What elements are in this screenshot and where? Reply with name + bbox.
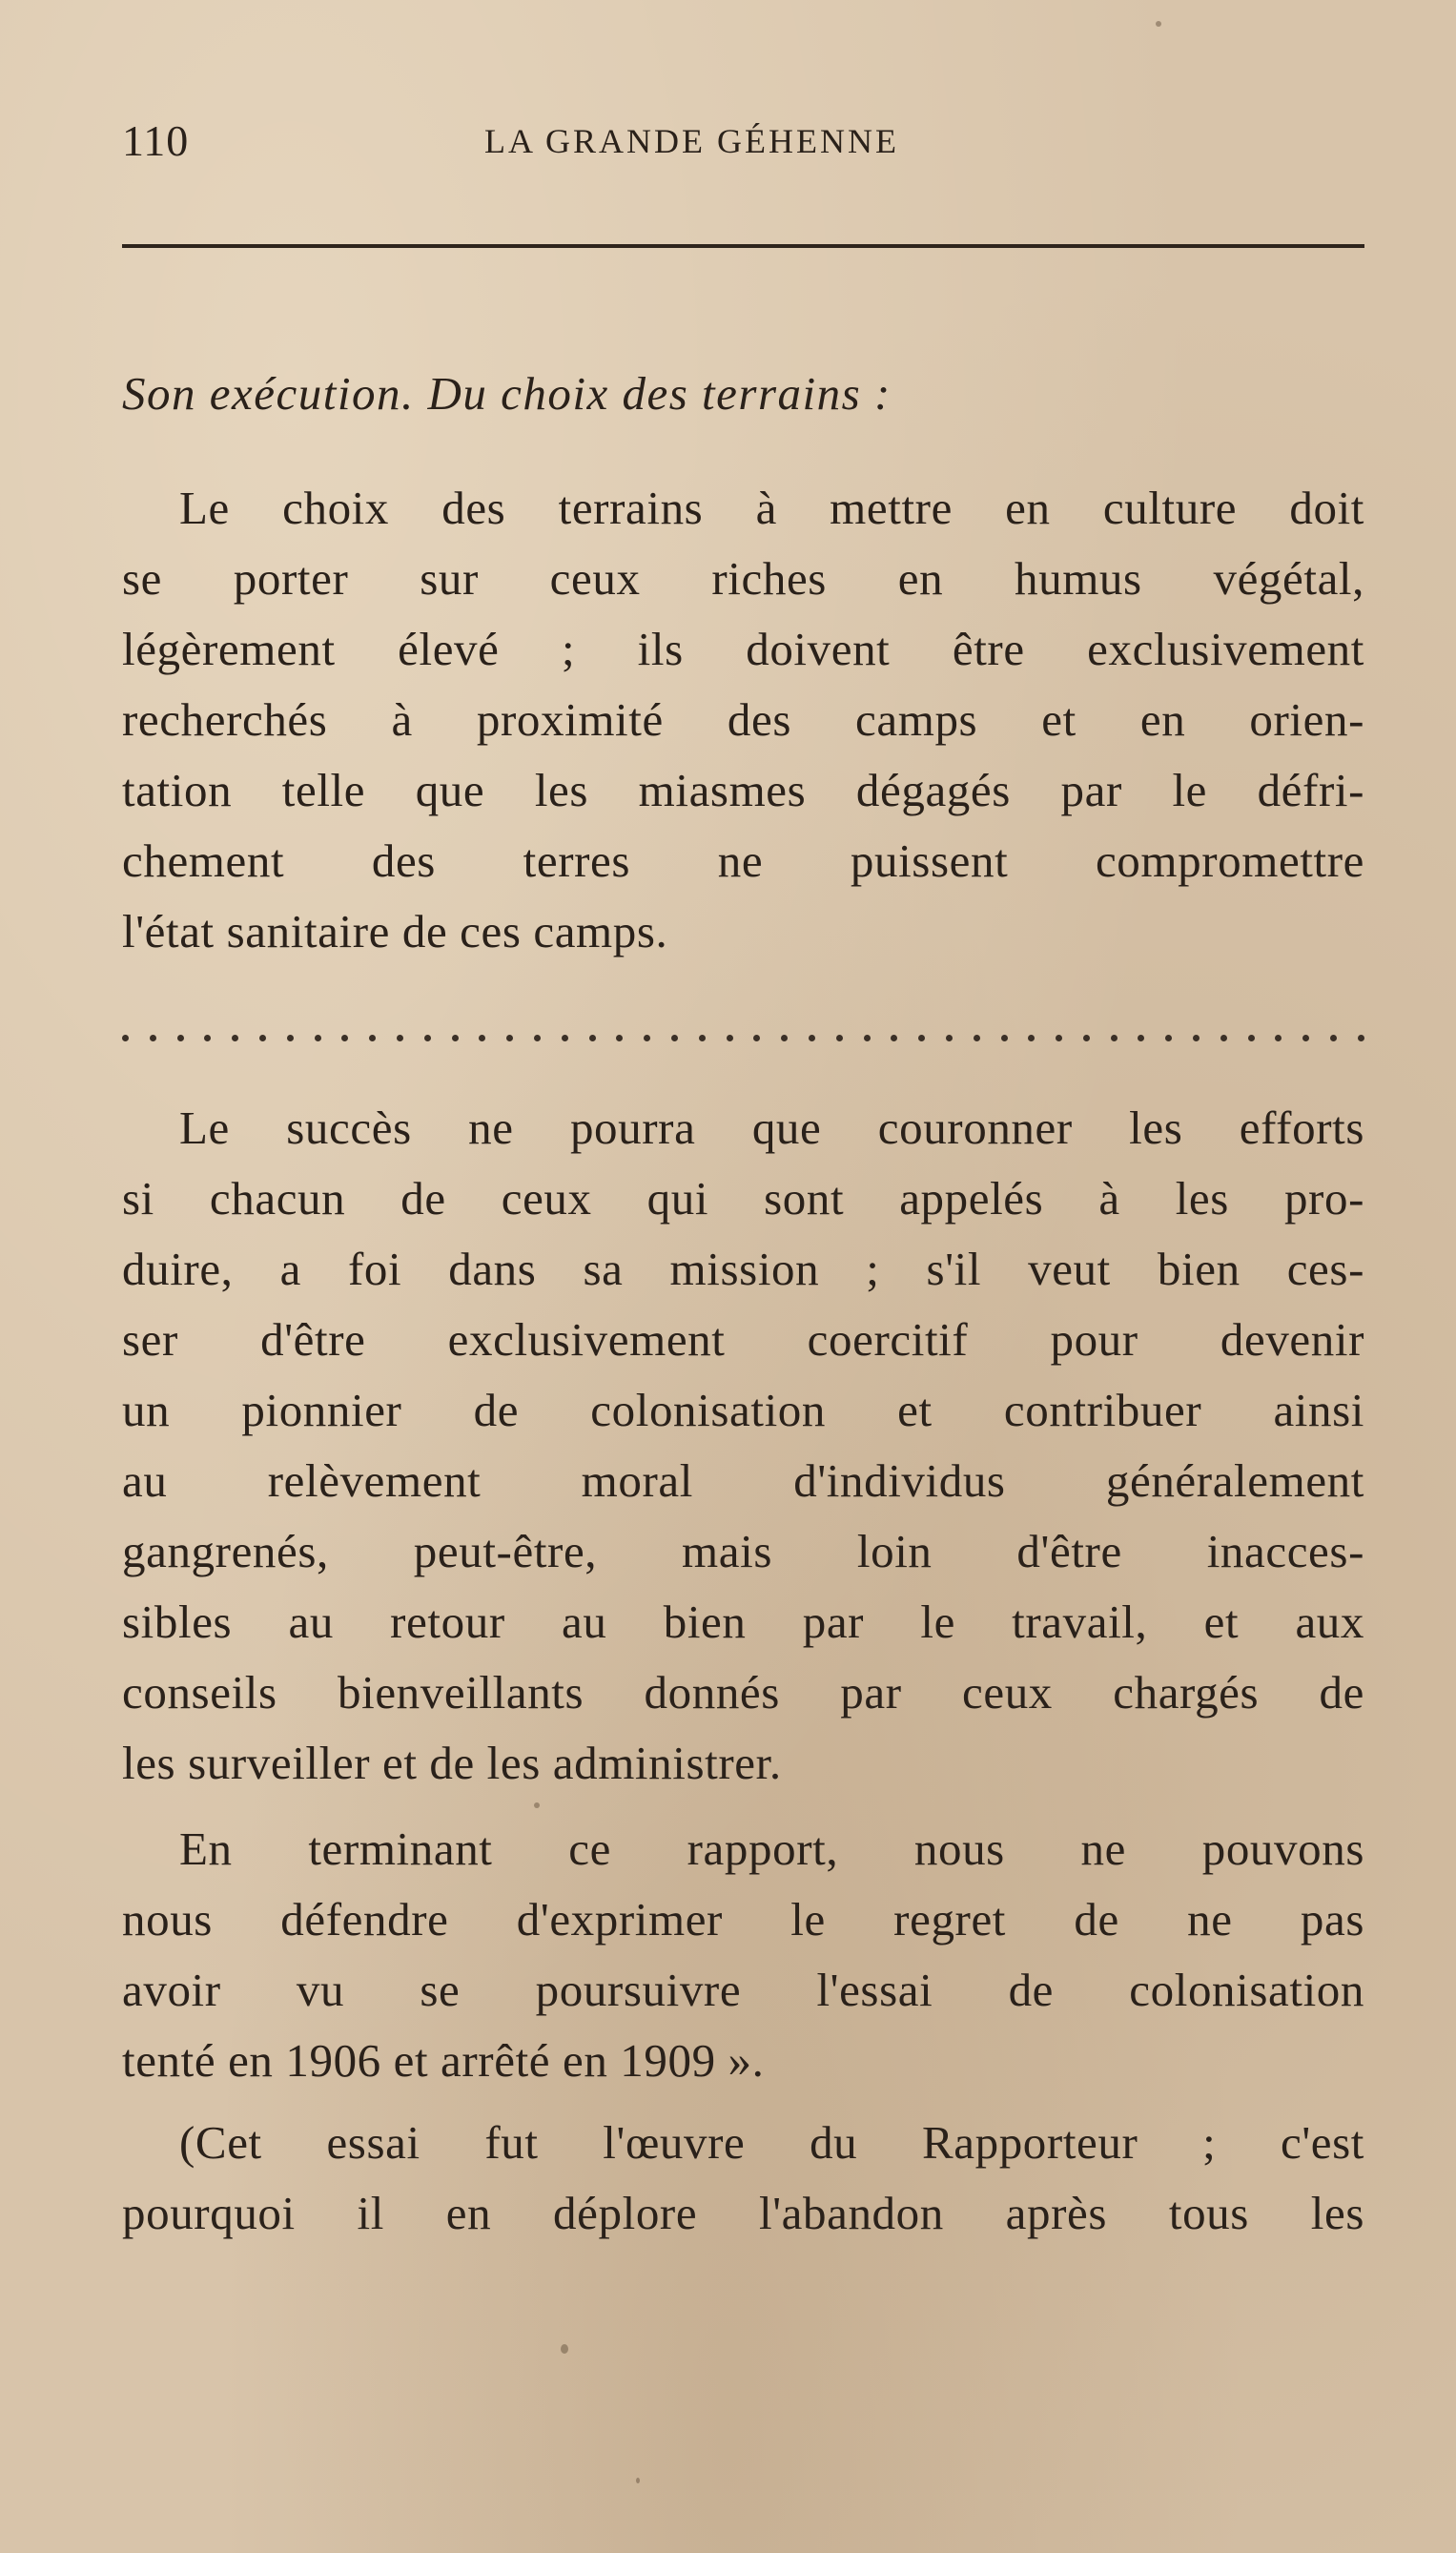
dot xyxy=(727,1035,733,1041)
running-head xyxy=(122,113,1364,170)
text-line: les surveiller et de les administrer. xyxy=(122,1737,782,1789)
dot xyxy=(589,1035,596,1041)
paper-speck xyxy=(636,2478,640,2483)
dot xyxy=(150,1035,156,1041)
dot xyxy=(369,1035,376,1041)
text-line: chement des terres ne puissent compromettre xyxy=(122,834,1364,887)
dot xyxy=(864,1035,871,1041)
header-rule xyxy=(122,244,1364,248)
paper-speck xyxy=(1156,21,1161,27)
dot xyxy=(781,1035,788,1041)
dot xyxy=(1138,1035,1144,1041)
dot xyxy=(1111,1035,1118,1041)
dot xyxy=(122,1035,129,1041)
dot xyxy=(644,1035,650,1041)
text-line: ser d'être exclusivement coercitif pour devenir xyxy=(122,1313,1364,1366)
dot xyxy=(1220,1035,1227,1041)
paragraph-3 xyxy=(122,1814,1364,2096)
dot xyxy=(287,1035,294,1041)
text-line: se porter sur ceux riches en humus végétal, xyxy=(122,552,1364,605)
text-line: tenté en 1906 et arrêté en 1909 ». xyxy=(122,2034,765,2087)
text-line: nous défendre d'exprimer le regret de ne pas xyxy=(122,1893,1364,1946)
dot xyxy=(1275,1035,1282,1041)
dot xyxy=(974,1035,980,1041)
dot xyxy=(1056,1035,1062,1041)
dot xyxy=(534,1035,541,1041)
text-line: gangrenés, peut-être, mais loin d'être inacces- xyxy=(122,1525,1364,1577)
dot xyxy=(562,1035,568,1041)
paper-speck xyxy=(534,1802,540,1808)
dot xyxy=(1165,1035,1172,1041)
page-content xyxy=(122,0,1364,2553)
text-line: au relèvement moral d'individus généralement xyxy=(122,1454,1364,1507)
dot xyxy=(836,1035,843,1041)
text-line: si chacun de ceux qui sont appelés à les pro- xyxy=(122,1172,1364,1225)
dot xyxy=(177,1035,184,1041)
dot xyxy=(1330,1035,1337,1041)
dot xyxy=(452,1035,459,1041)
text-line: recherchés à proximité des camps et en orien- xyxy=(122,693,1364,746)
dot xyxy=(671,1035,678,1041)
text-line: l'état sanitaire de ces camps. xyxy=(122,905,668,957)
section-heading: Son exécution. Du choix des terrains : xyxy=(122,367,892,420)
page-number: 110 xyxy=(122,116,190,165)
text-line: Le succès ne pourra que couronner les efforts xyxy=(179,1101,1364,1154)
dot xyxy=(232,1035,238,1041)
dot xyxy=(809,1035,815,1041)
text-line: Le choix des terrains à mettre en culture doit xyxy=(179,482,1364,534)
dot xyxy=(1001,1035,1008,1041)
dot xyxy=(315,1035,321,1041)
text-line: tation telle que les miasmes dégagés par le défri- xyxy=(122,764,1364,816)
paper-speck xyxy=(561,2344,568,2354)
text-line: avoir vu se poursuivre l'essai de colonisation xyxy=(122,1964,1364,2016)
text-line: pourquoi il en déplore l'abandon après tous les xyxy=(122,2187,1364,2239)
dot xyxy=(204,1035,211,1041)
paragraph-4 xyxy=(122,2108,1364,2249)
dot xyxy=(479,1035,485,1041)
text-line: En terminant ce rapport, nous ne pouvons xyxy=(179,1822,1364,1875)
paragraph-1 xyxy=(122,473,1364,967)
text-line: un pionnier de colonisation et contribuer ainsi xyxy=(122,1384,1364,1436)
text-line: conseils bienveillants donnés par ceux chargés de xyxy=(122,1666,1364,1719)
text-line: duire, a foi dans sa mission ; s'il veut bien ces- xyxy=(122,1243,1364,1295)
dot xyxy=(1193,1035,1200,1041)
dot xyxy=(1358,1035,1364,1041)
dot xyxy=(506,1035,513,1041)
dot xyxy=(1248,1035,1255,1041)
dot xyxy=(699,1035,706,1041)
text-line: légèrement élevé ; ils doivent être exclusivement xyxy=(122,623,1364,675)
dot xyxy=(341,1035,348,1041)
dot xyxy=(918,1035,925,1041)
running-title: LA GRANDE GÉHENNE xyxy=(484,122,899,160)
text-line: (Cet essai fut l'œuvre du Rapporteur ; c'est xyxy=(179,2116,1364,2169)
paragraph-2 xyxy=(122,1093,1364,1799)
dot xyxy=(259,1035,266,1041)
dot xyxy=(753,1035,760,1041)
dot xyxy=(397,1035,403,1041)
ellipsis-separator xyxy=(122,1028,1364,1047)
dot xyxy=(1083,1035,1090,1041)
dot xyxy=(424,1035,431,1041)
dot xyxy=(1302,1035,1309,1041)
dot xyxy=(891,1035,897,1041)
dot xyxy=(946,1035,953,1041)
dot xyxy=(616,1035,623,1041)
text-line: sibles au retour au bien par le travail, et aux xyxy=(122,1596,1364,1648)
dot xyxy=(1028,1035,1035,1041)
